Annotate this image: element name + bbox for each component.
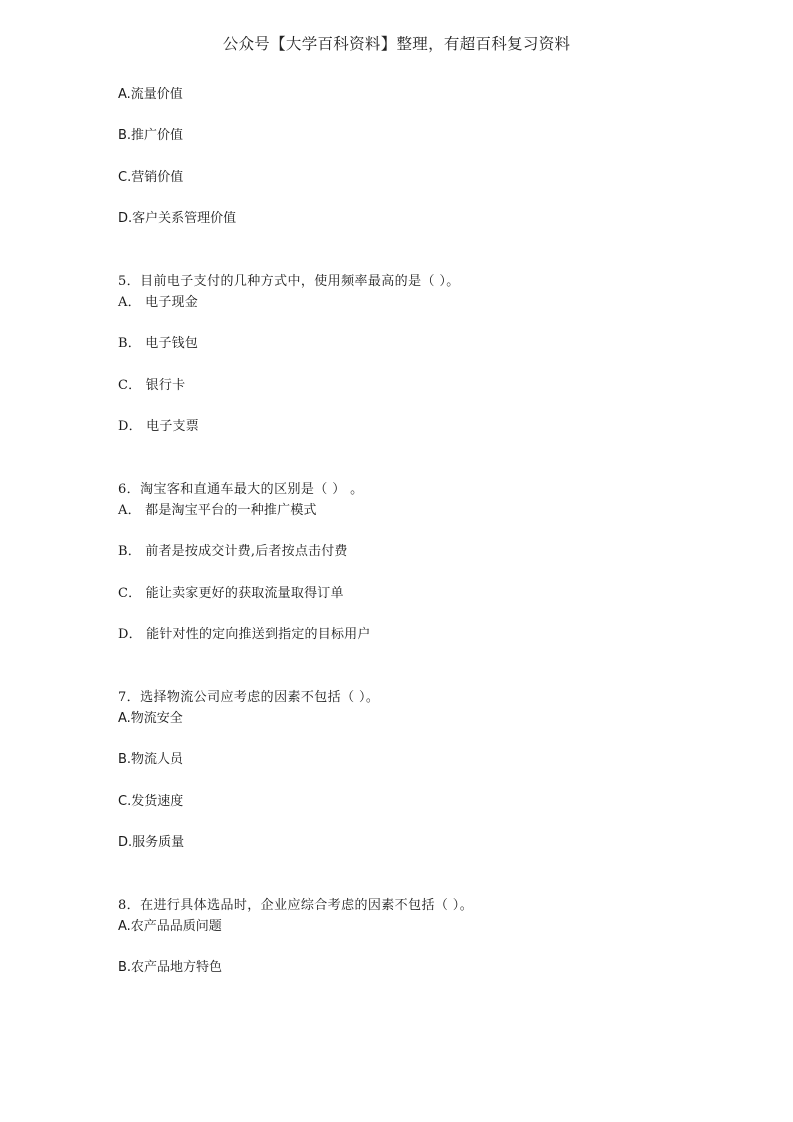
q4-option-c: C.营销价值 (118, 170, 184, 185)
q7-option-d: D.服务质量 (118, 835, 185, 850)
q4-option-a: A.流量价值 (118, 87, 183, 102)
q7-question: 7．选择物流公司应考虑的因素不包括（ ）。 (118, 690, 380, 705)
q5-option-d: D． 电子支票 (118, 419, 199, 434)
q6-option-a: A． 都是淘宝平台的一种推广模式 (118, 503, 317, 518)
q4-option-b: B.推广价值 (118, 128, 184, 143)
q5-option-c: C． 银行卡 (118, 378, 186, 393)
page-header: 公众号【大学百科资料】整理，有超百科复习资料 (222, 35, 571, 53)
q7-option-a: A.物流安全 (118, 711, 183, 726)
q7-option-c: C.发货速度 (118, 794, 184, 809)
q6-option-c: C． 能让卖家更好的获取流量取得订单 (118, 586, 344, 601)
q5-option-b: B． 电子钱包 (118, 336, 199, 351)
q6-option-b: B． 前者是按成交计费,后者按点击付费 (118, 544, 348, 559)
q7-option-b: B.物流人员 (118, 752, 184, 767)
q8-question: 8．在进行具体选品时，企业应综合考虑的因素不包括（ ）。 (118, 898, 474, 913)
q8-option-b: B.农产品地方特色 (118, 960, 223, 975)
q8-option-a: A.农产品品质问题 (118, 919, 222, 934)
q5-question: 5．目前电子支付的几种方式中，使用频率最高的是（ ）。 (118, 274, 460, 289)
q6-option-d: D． 能针对性的定向推送到指定的目标用户 (118, 627, 371, 642)
q6-question: 6．淘宝客和直通车最大的区别是（ ） 。 (118, 482, 364, 497)
q5-option-a: A． 电子现金 (118, 295, 198, 310)
q4-option-d: D.客户关系管理价值 (118, 211, 237, 226)
